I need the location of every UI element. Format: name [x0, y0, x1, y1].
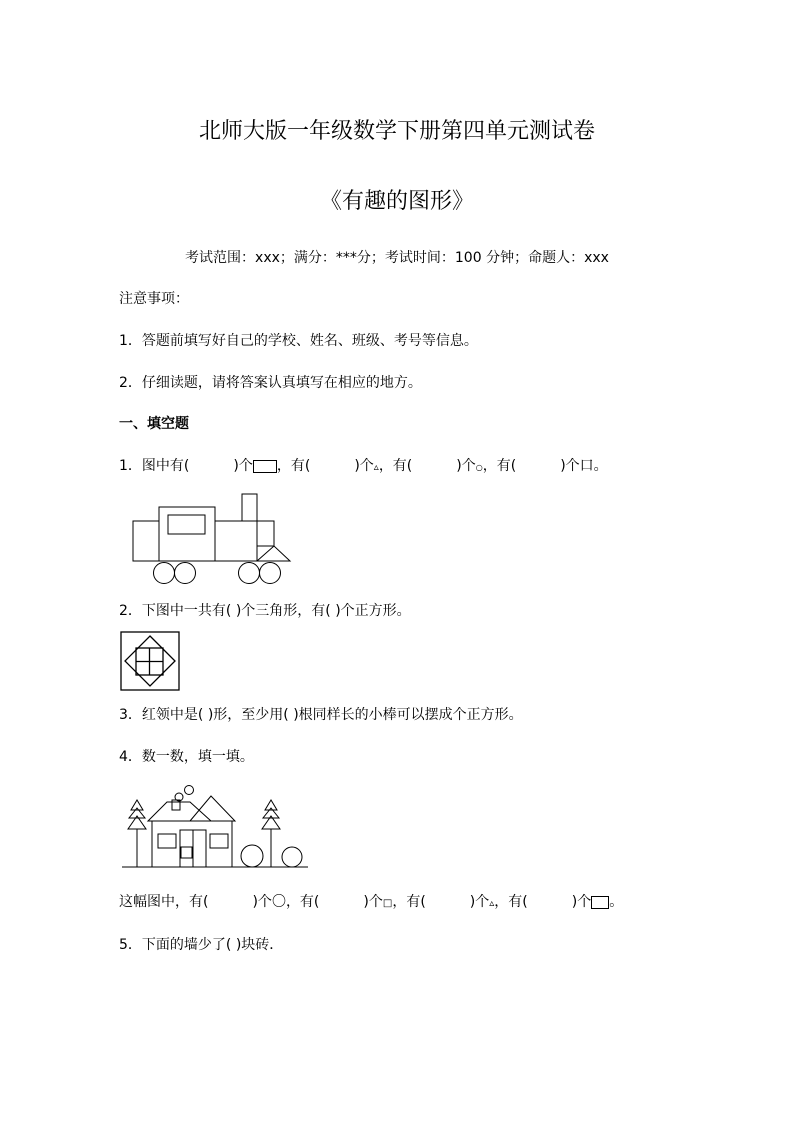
question-5: 5．下面的墙少了( )块砖．	[119, 937, 284, 953]
q4b-text-c: ，有(	[285, 894, 320, 910]
q1-text-g: ，有(	[482, 458, 517, 474]
house-window-small	[181, 847, 192, 858]
q1-text-c: ，有(	[276, 458, 311, 474]
q4b-text-h: )个	[571, 894, 592, 910]
left-tree	[128, 800, 146, 867]
house-window-right	[210, 834, 228, 848]
q4b-text-d: )个	[363, 894, 383, 910]
q1-text-h: )个口。	[560, 458, 608, 474]
q4b-text-a: 这幅图中，有(	[119, 894, 209, 910]
circle-icon: 〇	[271, 894, 286, 910]
q4b-text-b: )个	[252, 894, 272, 910]
q1-text-a: 1．图中有(	[119, 458, 190, 474]
q4b-text-f: )个	[469, 894, 490, 910]
q1-text-e: ，有(	[378, 458, 413, 474]
q4b-end: 。	[609, 894, 624, 910]
exam-info: 考试范围：xxx；满分：***分；考试时间：100 分钟；命题人：xxx	[185, 250, 609, 266]
question-3: 3．红领中是( )形，至少用( )根同样长的小棒可以摆成个正方形。	[119, 707, 523, 723]
triangle-icon: ▵	[373, 462, 379, 473]
note-item-2: 2．仔细读题，请将答案认真填写在相应的地方。	[119, 375, 422, 391]
ball-circle-1	[241, 845, 263, 867]
house-body	[152, 821, 232, 867]
square-icon: □	[382, 898, 393, 909]
notes-heading: 注意事项：	[119, 291, 189, 307]
q1-text-d: )个	[354, 458, 374, 474]
right-tree	[262, 800, 280, 867]
page-subtitle: 《有趣的图形》	[319, 189, 474, 214]
smoke-circle-1	[185, 786, 194, 795]
rectangle-icon	[591, 896, 609, 909]
question-4-fill	[119, 891, 623, 911]
q1-text-b: )个	[233, 458, 253, 474]
triangle-icon: ▵	[489, 898, 495, 909]
house-window-left	[158, 834, 176, 848]
q4b-text-e: ，有(	[392, 894, 426, 910]
circle-icon: ○	[475, 463, 483, 472]
question-2: 2．下图中一共有( )个三角形，有( )个正方形。	[119, 603, 411, 619]
ball-circle-2	[282, 847, 302, 867]
note-item-1: 1．答题前填写好自己的学校、姓名、班级、考号等信息。	[119, 333, 478, 349]
q1-text-f: )个	[456, 458, 476, 474]
q4b-text-g: ，有(	[494, 894, 528, 910]
section-heading: 一、填空题	[119, 416, 189, 432]
page-title: 北师大版一年级数学下册第四单元测试卷	[198, 119, 595, 144]
question-4: 4．数一数，填一填。	[119, 749, 254, 765]
